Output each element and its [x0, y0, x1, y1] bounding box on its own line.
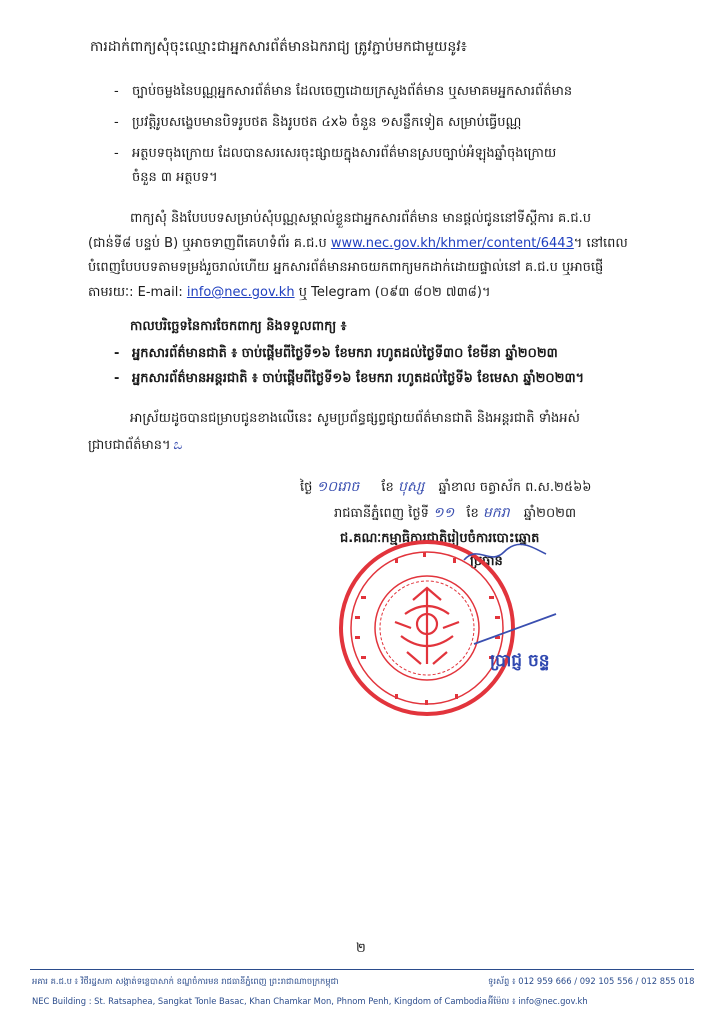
footer-address-english: NEC Building : St. Ratsaphea, Sangkat Tonle Basac, Khan Chamkar Mon, Phnom Penh, Kingdom of Cambodia	[32, 996, 487, 1006]
schedule-heading: កាលបរិច្ឆេទនៃការចែកពាក្យ និងទទួលពាក្យ ៖	[130, 319, 347, 334]
requirement-item: - ប្រវត្តិរូបសង្ខេបមានបិទរូបថត និងរូបថត ៤x៦ ចំនួន ១សន្លឹកទៀត សម្រាប់ធ្វើបណ្ណ	[114, 115, 522, 130]
paragraph-line: (ជាន់ទី៨ បន្ទប់ B) ឬអាចទាញពីគេហទំព័រ គ.ជ.ប www.nec.gov.kh/khmer/content/6443។ នៅពេល	[88, 236, 628, 251]
schedule-item: - អ្នកសារព័ត៌មានអន្តរជាតិ ៖ ចាប់ផ្តើមពីថ្ងៃទី១៦ ខែមករា រហូតដល់ថ្ងៃទី៦ ខែមេសា ឆ្នាំ២០២៣។	[114, 371, 585, 386]
footer-divider	[30, 969, 694, 970]
nec-website-link[interactable]: www.nec.gov.kh/khmer/content/6443	[330, 236, 574, 251]
closing-line: អាស្រ័យដូចបានជម្រាបជូនខាងលើនេះ សូមប្រព័ន្ធផ្សព្វផ្សាយព័ត៌មានជាតិ និងអន្តរជាតិ ទាំងអស់	[130, 411, 580, 426]
signatory-name: ប្រាជ្ញ ចន្ទ	[490, 651, 550, 671]
requirement-item: - អត្ថបទចុងក្រោយ ដែលបានសរសេរចុះផ្សាយក្នុងសារព័ត៌មានស្របច្បាប់អំឡុងឆ្នាំចុងក្រោយ	[114, 146, 557, 161]
closing-line: ជ្រាបជាព័ត៌មាន។ ಒ	[88, 437, 183, 453]
requirements-heading: ការដាក់ពាក្យសុំចុះឈ្មោះជាអ្នកសារព័ត៌មានឯករាជ្យ ត្រូវភ្ជាប់មកជាមួយនូវ៖	[90, 39, 467, 55]
lunar-month-handwritten: បុស្ស	[397, 479, 425, 495]
signatory-role: ប្រធាន	[470, 554, 503, 569]
paragraph-line: បំពេញបែបបទតាមទម្រង់រួចរាល់ហើយ អ្នកសារព័ត៌មានអាចយកពាក្យមកដាក់ដោយផ្ទាល់នៅ គ.ជ.ប ឬអាចផ្ញើ	[88, 260, 604, 275]
schedule-item: - អ្នកសារព័ត៌មានជាតិ ៖ ចាប់ផ្តើមពីថ្ងៃទី១៦ ខែមករា រហូតដល់ថ្ងៃទី៣០ ខែមីនា ឆ្នាំ២០២៣	[114, 346, 558, 361]
solar-date: រាជធានីភ្នំពេញ ថ្ងៃទី ១១ ខែ មករា ឆ្នាំ២០២៣	[334, 505, 577, 521]
footer-email: អ៊ីម៉ែល ៖ info@nec.gov.kh	[488, 996, 588, 1006]
signature-stroke	[470, 610, 560, 650]
solar-day-handwritten: ១១	[433, 505, 455, 521]
requirement-item-continued: ចំនួន ៣ អត្ថបទ។	[132, 170, 218, 185]
email-link[interactable]: info@nec.gov.kh	[186, 285, 295, 300]
page-number: ២	[356, 941, 366, 956]
paragraph-line: តាមរយៈ: E-mail: info@nec.gov.kh ឬ Telegram (០៩៣ ៨០២ ៧៣៨)។	[88, 285, 491, 300]
signatory-title: ជ.គណៈកម្មាធិការជាតិរៀបចំការបោះឆ្នោត	[340, 531, 540, 546]
lunar-date: ថ្ងៃ ១០រោច ខែ បុស្ស ឆ្នាំខាល ចត្វាស័ក ព.ស.២៥៦៦	[300, 479, 592, 495]
initials-mark: ಒ	[172, 437, 183, 453]
paragraph-line: ពាក្យសុំ និងបែបបទសម្រាប់សុំបណ្ណសម្គាល់ខ្លួនជាអ្នកសារព័ត៌មាន មានផ្តល់ជូននៅទីស្តីការ គ.ជ.ប	[130, 211, 591, 226]
footer-address-khmer: អគារ គ.ជ.ប ៖ វិថីរដ្ឋសភា សង្កាត់ទន្លេបាសាក់ ខណ្ឌចំការមន រាជធានីភ្នំពេញ ព្រះរាជាណាចក្រកម្ពុជា	[32, 976, 339, 986]
requirement-item: - ច្បាប់ចម្លងនៃបណ្ណអ្នកសារព័ត៌មាន ដែលចេញដោយក្រសួងព័ត៌មាន ឬសមាគមអ្នកសារព័ត៌មាន	[114, 84, 573, 99]
lunar-day-handwritten: ១០រោច	[316, 479, 360, 495]
signature-flourish-top	[460, 540, 550, 570]
solar-month-handwritten: មករា	[482, 505, 510, 521]
footer-phone: ទូរស័ព្ទ ៖ 012 959 666 / 092 105 556 / 012 855 018	[488, 976, 695, 986]
